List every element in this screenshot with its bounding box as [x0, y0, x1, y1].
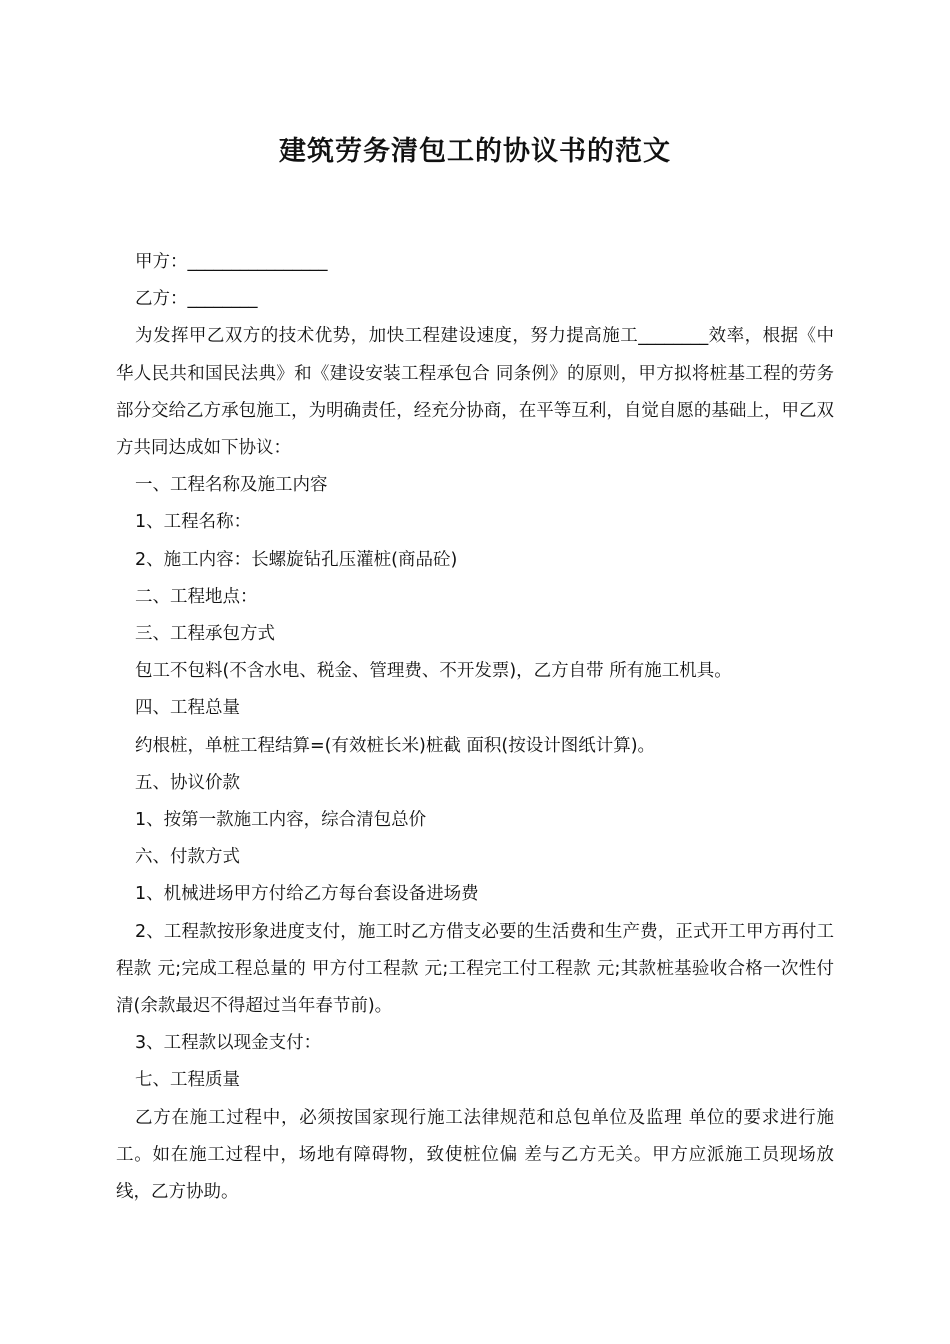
section-heading-4: 四、工程总量: [135, 698, 240, 719]
clause-construction-content: 2、施工内容：长螺旋钻孔压灌桩(商品砼): [135, 549, 458, 570]
section-heading-5: 五、协议价款: [135, 772, 240, 793]
section-heading-7: 七、工程质量: [135, 1070, 240, 1091]
clause-total-price: 1、按第一款施工内容，综合清包总价: [135, 810, 427, 831]
section-heading-2: 二、工程地点：: [135, 586, 258, 607]
clause-total-quantity: 约根桩，单桩工程结算=(有效桩长米)桩截 面积(按设计图纸计算)。: [135, 735, 656, 756]
clause-progress-payment: 2、工程款按形象进度支付，施工时乙方借支必要的生活费和生产费，正式开工甲方再付工程款 元;完成工程总量的 甲方付工程款 元;工程完工付工程款 元;其款桩基验收合格一次性付清(余款最迟不得超过当年春节前)。: [116, 921, 834, 1017]
section-heading-3: 三、工程承包方式: [135, 624, 275, 645]
party-a-line: 甲方：________________: [135, 252, 328, 272]
clause-project-name: 1、工程名称：: [135, 512, 252, 533]
preamble-paragraph: 为发挥甲乙双方的技术优势，加快工程建设速度，努力提高施工________效率，根据《中华人民共和国民法典》和《建设安装工程承包合 同条例》的原则，甲方拟将桩基工程的劳务部分交给乙方承包施工，为明确责任，经充分协商，在平等互利，自觉自愿的基础上，甲乙双方共同达成如下协议：: [116, 326, 834, 459]
clause-quality: 乙方在施工过程中，必须按国家现行施工法律规范和总包单位及监理 单位的要求进行施工。如在施工过程中，场地有障碍物，致使桩位偏 差与乙方无关。甲方应派施工员现场放线，乙方协助。: [116, 1107, 834, 1203]
section-heading-1: 一、工程名称及施工内容: [135, 475, 328, 496]
clause-cash-payment: 3、工程款以现金支付：: [135, 1033, 322, 1054]
section-heading-6: 六、付款方式: [135, 847, 240, 868]
party-b-line: 乙方：________: [135, 289, 258, 310]
document-title: 建筑劳务清包工的协议书的范文: [279, 136, 671, 167]
document-body: [116, 244, 834, 1211]
clause-entry-fee: 1、机械进场甲方付给乙方每台套设备进场费: [135, 884, 479, 905]
clause-contract-method: 包工不包料(不含水电、税金、管理费、不开发票)，乙方自带 所有施工机具。: [135, 661, 732, 682]
